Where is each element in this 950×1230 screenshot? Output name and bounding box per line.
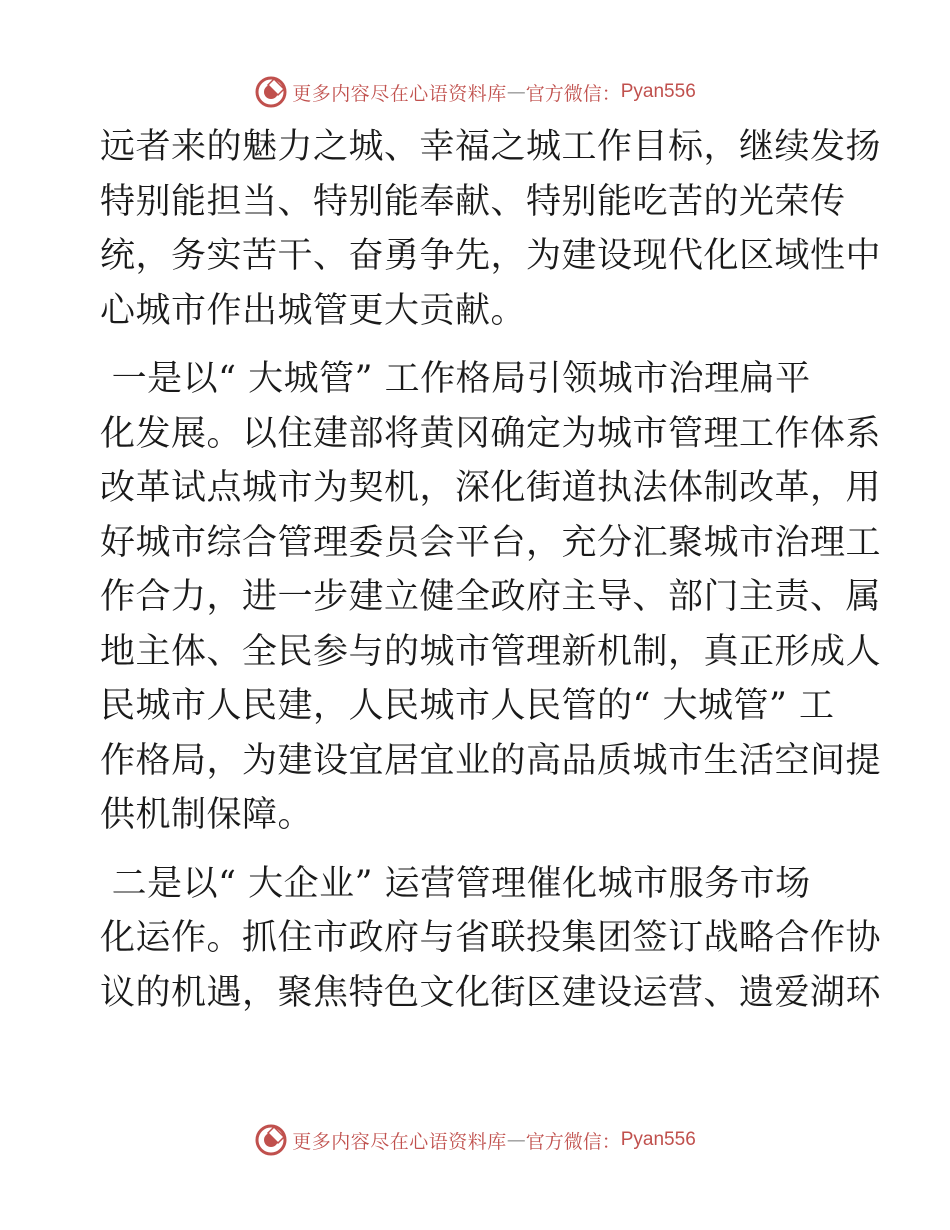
banner-account: Pyan556: [620, 81, 696, 102]
text-line: 作合力，进一步建立健全政府主导、部门主责、属: [100, 577, 882, 617]
text-line: 改革试点城市为契机，深化街道执法体制改革，用: [100, 468, 882, 508]
banner-account: Pyan556: [620, 1129, 696, 1150]
banner-wechat-label: 官方微信：: [525, 1130, 621, 1153]
text-line: 特别能担当、特别能奉献、特别能吃苦的光荣传: [100, 181, 846, 222]
banner-wechat-label: 官方微信：: [525, 82, 621, 105]
banner-dash: —: [506, 1129, 526, 1151]
text-line: 民城市人民建，人民城市人民管的“ 大城管” 工: [100, 686, 835, 726]
paragraph: [100, 352, 882, 843]
text-line: 供机制保障。: [100, 795, 314, 835]
text-line: 议的机遇，聚焦特色文化街区建设运营、遗爱湖环: [100, 972, 882, 1013]
text-line: 好城市综合管理委员会平台，充分汇聚城市治理工: [100, 522, 882, 563]
banner-brand-text: 更多内容尽在心语资料库: [292, 1130, 507, 1153]
text-line: 心城市作出城管更大贡献。: [100, 290, 527, 331]
text-line: 远者来的魅力之城、幸福之城工作目标，继续发扬: [100, 127, 882, 167]
text-line: 一是以“ 大城管” 工作格局引领城市治理扁平: [100, 359, 811, 399]
banner-dash: —: [506, 81, 526, 103]
banner-brand-text: 更多内容尽在心语资料库: [292, 82, 507, 105]
text-line: 二是以“ 大企业” 运营管理催化城市服务市场: [100, 863, 811, 904]
document-body: [100, 120, 882, 1020]
text-line: 作格局，为建设宜居宜业的高品质城市生活空间提: [100, 740, 882, 781]
pen-logo-icon: [254, 75, 288, 109]
text-line: 统，务实苦干、奋勇争先，为建设现代化区域性中: [100, 236, 882, 276]
paragraph: [100, 857, 882, 1021]
footer-banner: [0, 1120, 950, 1160]
paragraph: [100, 120, 882, 338]
header-banner: [0, 72, 950, 112]
text-line: 化运作。抓住市政府与省联投集团签订战略合作协: [100, 918, 882, 958]
text-line: 化发展。以住建部将黄冈确定为城市管理工作体系: [100, 413, 882, 454]
pen-logo-icon: [254, 1123, 288, 1157]
text-line: 地主体、全民参与的城市管理新机制，真正形成人: [100, 631, 882, 672]
